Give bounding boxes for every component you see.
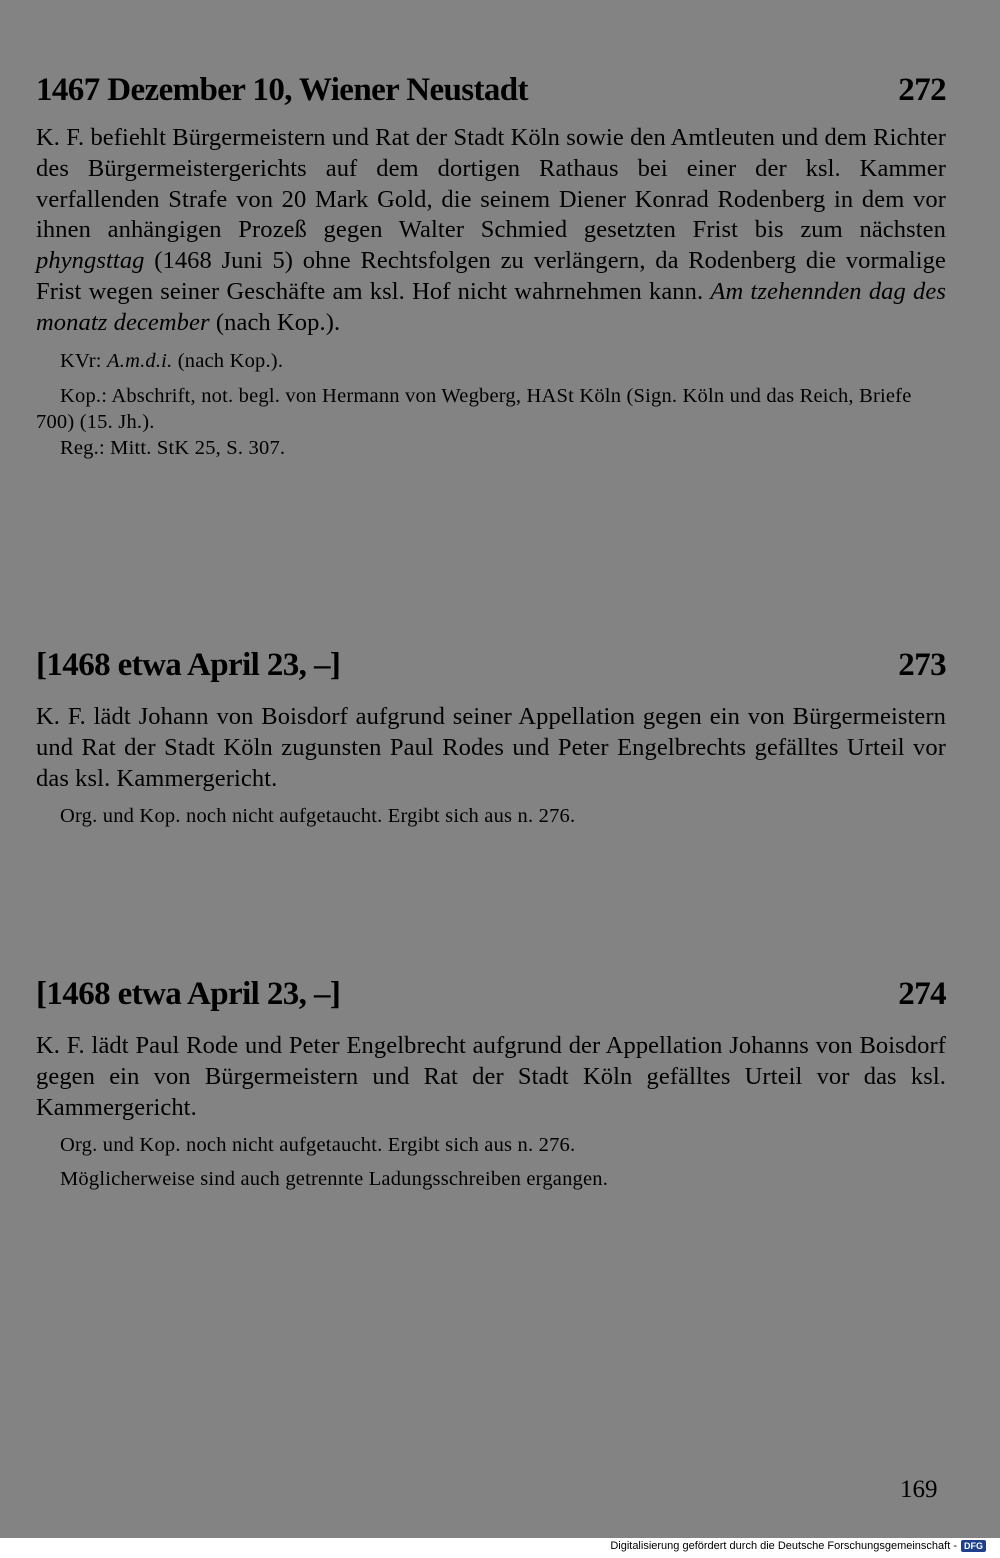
summary-quote: Am tzehennden dag des monatz december [36, 277, 946, 336]
summary-text: K. F. befiehlt Bürgermeistern und Rat der Stadt Köln sowie den Amtleuten und dem Richter des Bürgermeistergerichts auf dem dortigen Rathaus bei einer der ksl. Kammer verfallenden Strafe von 20 Mark Gold, die seinem Diener Konrad Rodenberg in dem vor ihnen anhängigen Prozeß gegen Walter Schmied gesetzten Frist bis zum nächsten [36, 124, 946, 244]
digitization-footer [610, 1540, 986, 1552]
entry-date-place: [1468 etwa April 23, –] [36, 647, 341, 683]
entry-summary: K. F. lädt Johann von Boisdorf aufgrund seiner Appellation gegen ein von Bürgermeistern und Rat der Stadt Köln zugunsten Paul Rodes und Peter Engelbrechts gefälltes Urteil vor das ksl. Kammergericht. [36, 703, 946, 792]
entry-heading-row [36, 647, 946, 684]
entry-date-place: 1467 Dezember 10, Wiener Neustadt [36, 72, 528, 108]
kvr-abbrev: A.m.d.i. [107, 349, 173, 372]
reg-note: Reg.: Mitt. StK 25, S. 307. [60, 436, 286, 459]
kop-note: Kop.: Abschrift, not. begl. von Hermann von Wegberg, HASt Köln (Sign. Köln und das Reich, Briefe 700) (15. Jh.). [36, 384, 912, 433]
dfg-logo-icon: DFG [961, 1540, 986, 1552]
kvr-note [36, 347, 946, 375]
source-note: Org. und Kop. noch nicht aufgetaucht. Ergibt sich aus n. 276. [60, 805, 576, 828]
kvr-source: (nach Kop.). [172, 349, 284, 372]
entry-273 [36, 647, 946, 830]
entry-274 [36, 976, 946, 1193]
page-number: 169 [900, 1476, 938, 1503]
entry-date-place: [1468 etwa April 23, –] [36, 976, 341, 1012]
entry-summary: K. F. lädt Paul Rode und Peter Engelbrecht aufgrund der Appellation Johanns von Boisdorf gegen ein von Bürgermeistern und Rat der Stadt Köln gefälltes Urteil vor das ksl. Kammergericht. [36, 1032, 946, 1121]
kvr-label: KVr: [60, 349, 108, 372]
entry-number: 274 [898, 976, 946, 1012]
summary-text: (1468 Juni 5) ohne Rechtsfolgen zu verlängern, da Rodenberg die vormalige Frist wegen seiner Geschäfte am ksl. Hof nicht wahrnehmen kann. [36, 247, 946, 305]
entry-number: 272 [898, 72, 946, 108]
entry-summary [36, 123, 946, 339]
footer-text: Digitalisierung gefördert durch die Deutsche Forschungsgemeinschaft - [610, 1540, 957, 1552]
entry-272 [36, 72, 946, 461]
summary-quote: phyngsttag [36, 247, 145, 275]
remark-note: Möglicherweise sind auch getrennte Ladungsschreiben ergangen. [60, 1168, 609, 1191]
entry-heading-row [36, 976, 946, 1013]
source-notes [36, 383, 946, 461]
summary-text: (nach Kop.). [209, 308, 341, 336]
source-note: Org. und Kop. noch nicht aufgetaucht. Ergibt sich aus n. 276. [60, 1134, 576, 1157]
entry-number: 273 [898, 647, 946, 683]
entry-heading-row [36, 72, 946, 109]
